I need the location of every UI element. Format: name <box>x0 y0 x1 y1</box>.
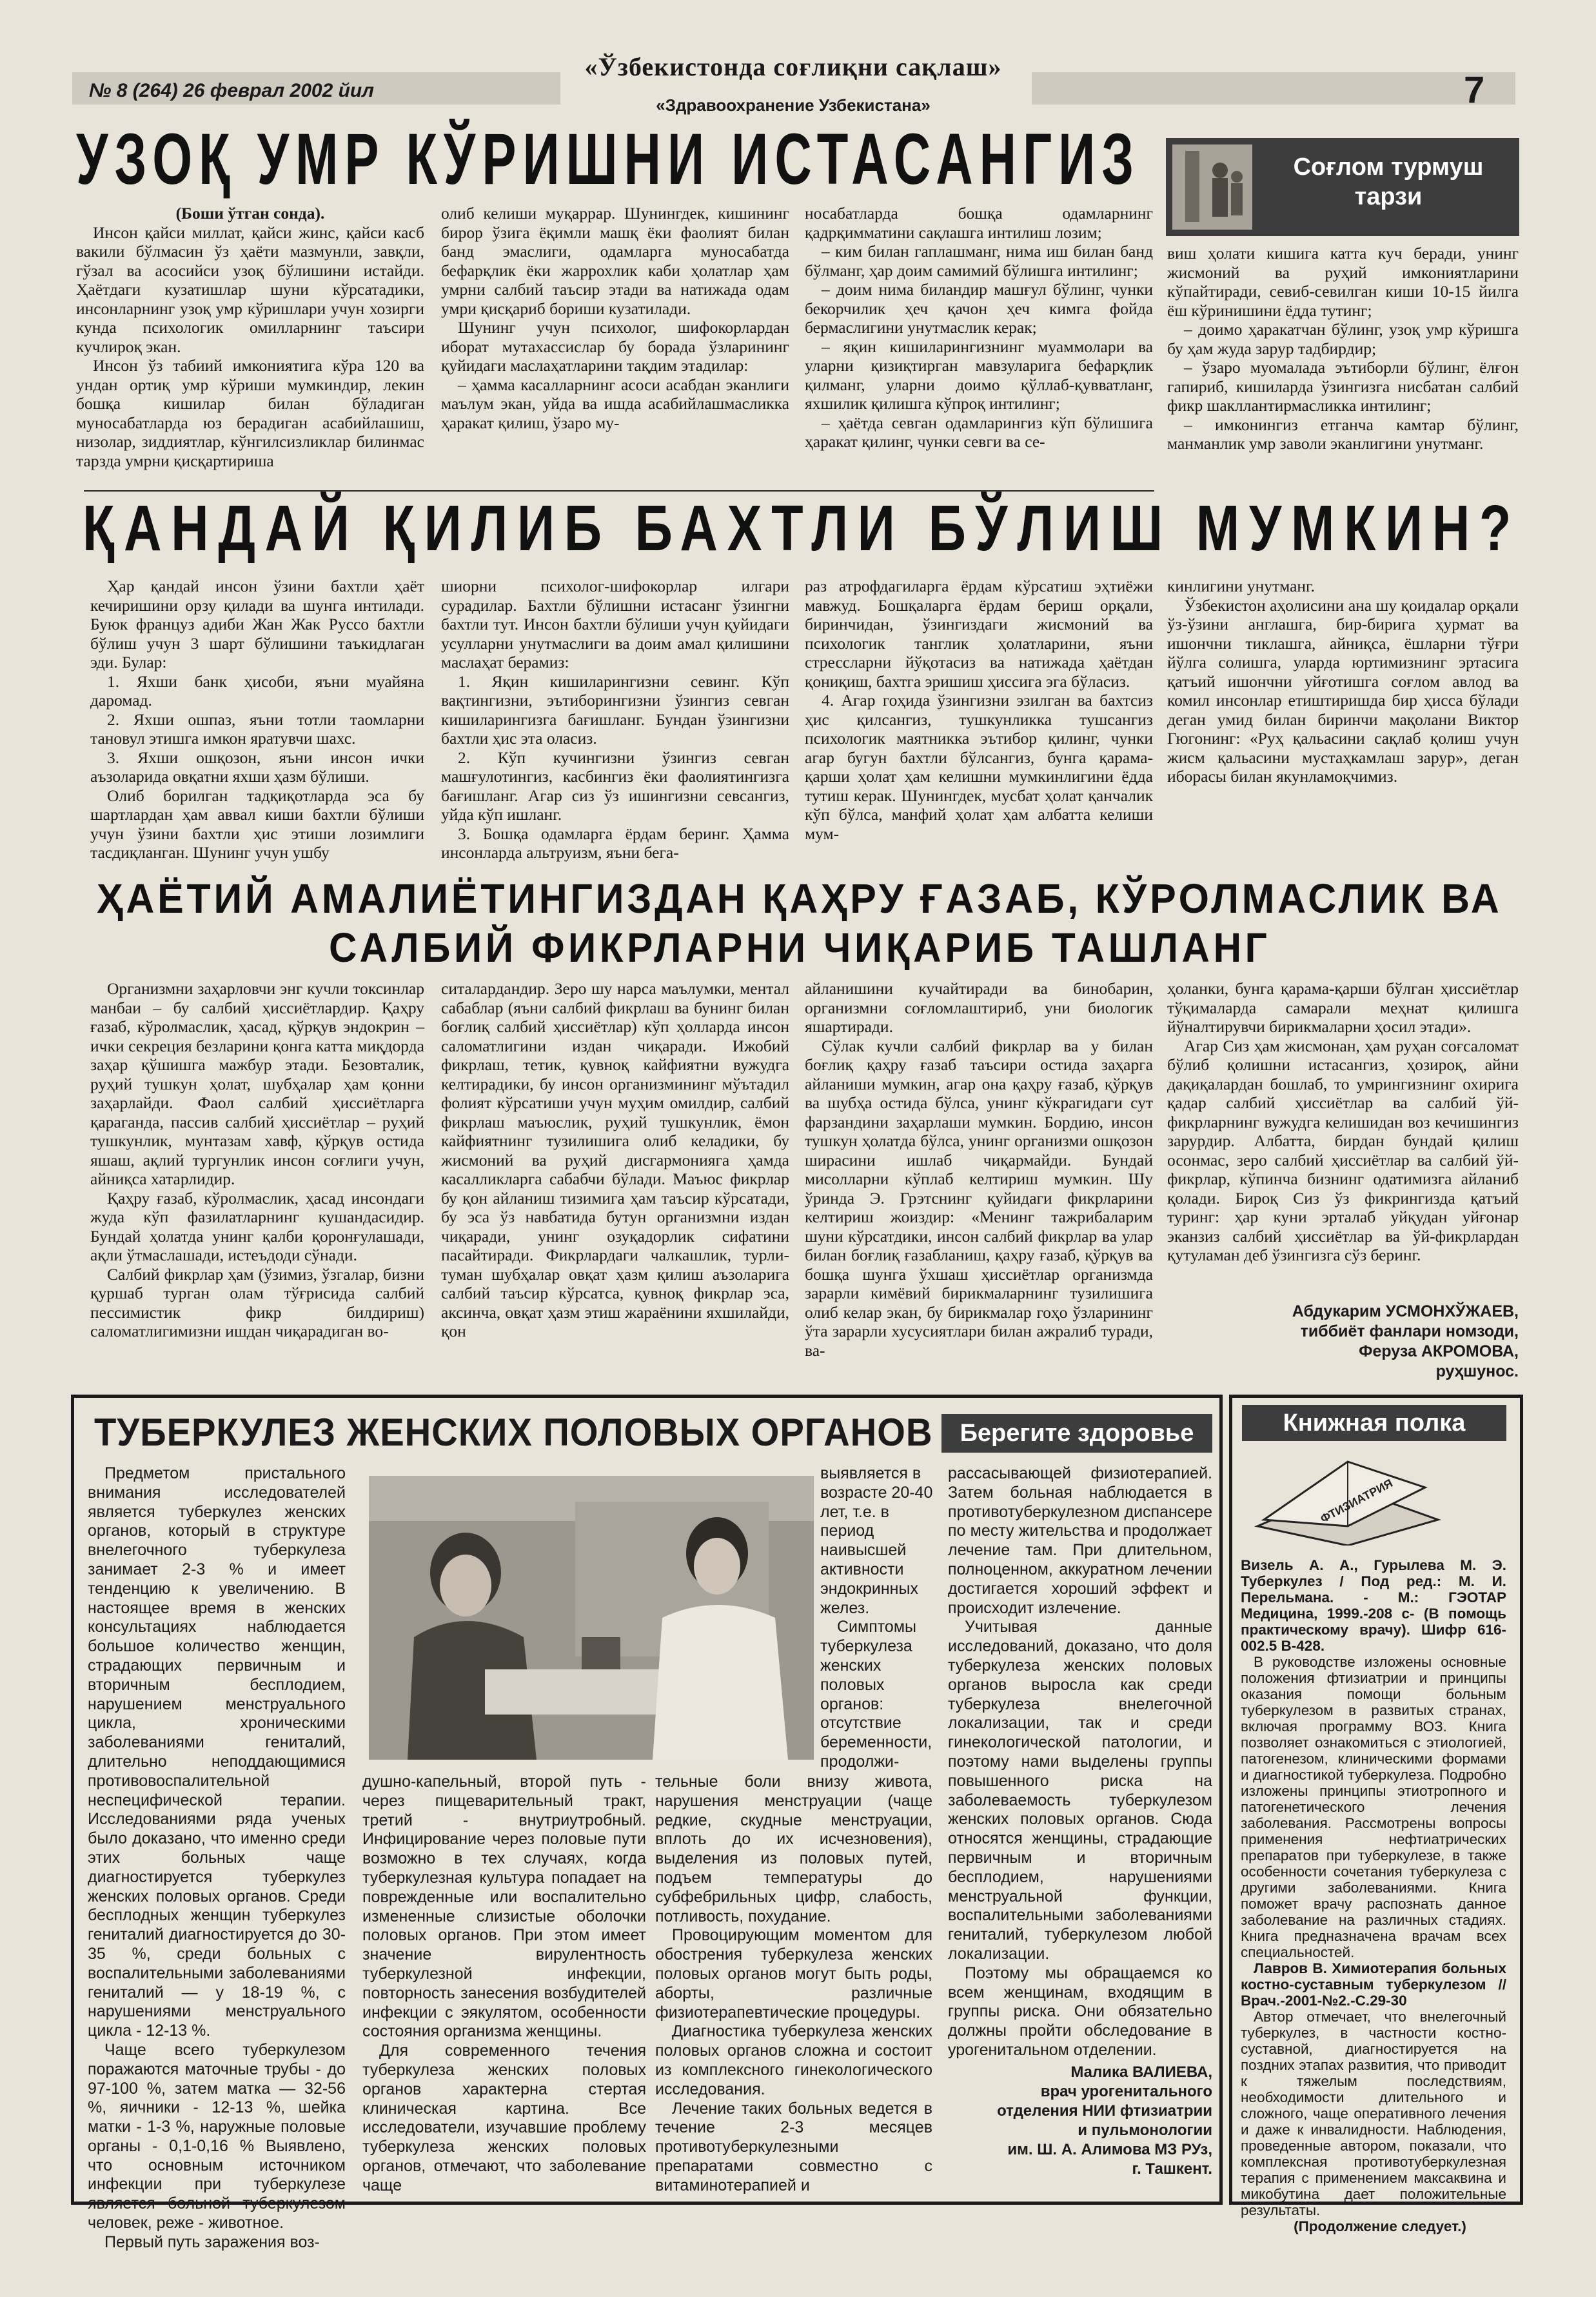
article4-p11: Лечение таких больных ведется в течение 2-3 месяцев противотуберкулезными препаратами совместно с витаминотерапией и <box>655 2099 932 2194</box>
article4-p6: душно-капельный, второй путь - через пищеварительный тракт, третий - внутриутробный. Инфицирование через половые пути возможно в тех случаях, когда туберкулезная культура попадает на поврежденные или воспалительно измененные слизистые оболочки половых органов. При этом имеет значение вирулентность туберкулезной инфекции, повторность занесения возбудителей инфекции с эякулятом, особенности состояния организма женщины. <box>362 1773 646 2041</box>
article1-col2 <box>441 204 789 432</box>
article2-title: ҚАНДАЙ ҚИЛИБ БАХТЛИ БЎЛИШ МУМКИН? <box>83 492 1521 564</box>
submasthead: «Здравоохранение Узбекистана» <box>656 95 931 115</box>
article1-rubric: Соғлом турмуш тарзи <box>1293 154 1484 210</box>
article4-author: Малика ВАЛИЕВА, <box>1070 2063 1212 2081</box>
article2-p9: 3. Бошқа одамларга ёрдам беринг. Ҳамма инсонларда альтруизм, яъни бега- <box>441 824 789 862</box>
article3-title-line2: САЛБИЙ ФИКРЛАРНИ ЧИҚАРИБ ТАШЛАНГ <box>329 924 1271 971</box>
article2-p10: раз атрофдагиларга ёрдам кўрсатиш эҳтиёжи мавжуд. Бошқаларга ёрдам бериш орқали, биринчидан, ўзингиздаги жисмоний ва психологик танглик ҳолатларини, яъни стрессларни йўқотасиз ва натижада ҳаётдан қониқиш, бахтга эришиш ҳиссига эга бўласиз. <box>805 577 1153 691</box>
article3-author1: Абдукарим УСМОНХЎЖАЕВ, <box>1292 1302 1519 1320</box>
article3-signature <box>1167 1302 1519 1382</box>
clinic-photo <box>369 1476 814 1760</box>
article4-col2 <box>362 1773 646 2196</box>
article1-p6: носабатларда бошқа одамларнинг қадрқимматини сақлашга интилиш лозим; <box>805 204 1153 242</box>
book2-desc: Автор отмечает, что внелегочный туберкулез, в частности костно-суставной, диагностируется на поздних этапах развития, что приводит к тяжелым последствиям, необходимости длительного и сложного, чаще оперативного лечения и даже к инвалидности. Наблюдения, проведенные автором, показали, что комплексная противотуберкулезная терапия с применением максаквина и микобутина дает положительные результаты. <box>1241 2009 1506 2218</box>
article4-p1: Предметом пристального внимания исследователей является туберкулез женских органов, который в структуре внелегочного туберкулеза занимает 2-3 % и имеет тенденцию к увеличению. В настоящее время в женских консультациях наблюдается большое количество женщин, страдающих первичным и вторичным бесплодием, нарушением менструального цикла, хроническими заболеваниями гениталий, длительно неподдающимися противовоспалительной неспецифической терапии. Исследованиями ряда ученых было доказано, что именно среди этих больных чаще диагностируется туберкулез женских половых органов. Среди бесплодных женщин туберкулез гениталий диагностируется до 30-35 %, среди больных с воспалительными заболеваниями гениталий — у 18-19 %, с нарушениями менструального цикла - 12-13 %. <box>88 1464 346 2040</box>
doctor-patient-photo-icon <box>369 1476 814 1760</box>
issue-date: № 8 (264) 26 феврал 2002 йил <box>89 80 374 101</box>
article4-author-title3: и пульмонологии <box>1078 2122 1212 2139</box>
article4-col4 <box>948 1464 1212 2060</box>
article1-col3 <box>805 204 1153 452</box>
article4-p5: Симптомы туберкулеза женских половых органов: отсутствие беременности, продолжи- <box>820 1618 932 1771</box>
article4-p3: Первый путь заражения воз- <box>104 2232 320 2251</box>
article1-p7: – ким билан гаплашманг, нима иш билан банд бўлманг, ҳар доим самимий бўлишга интилинг; <box>805 242 1153 280</box>
article4-p7: Для современного течения туберкулеза женских половых органов характерна стертая клиническая картина. Все исследователи, изучавшие проблему туберкулеза женских половых органов, отмечают, что заболевание чаще <box>362 2042 646 2194</box>
article1-p5: – ҳамма касалларнинг асоси асабдан эканлиги маълум экан, уйда ва ишда асабийлашмасликка ҳаракат қилиш, ўзаро му- <box>441 375 789 432</box>
article1-p1: Инсон қайси миллат, қайси жинс, қайси касб вакили бўлмасин ўз ҳаёти мазмунли, завқли, гўзал ва асосийси узоқ бўлишини истайди. Ҳаётдаги кузатишлар шуни кўрсатадики, инсонларнинг узоқ умр кўришлари учун хозирги кунда психологик омилларнинг таъсири кучлироқ экан. <box>76 223 424 356</box>
article4-p10: Диагностика туберкулеза женских половых органов сложна и состоит из комплексного гинекологического исследования. <box>655 2022 932 2098</box>
article1-p9: – яқин кишиларингизнинг муаммолари ва уларни қизиқтирган мавзуларига бефарқлик қилманг, уларни доимо қўллаб-қувватланг, яхшилик қилишга кўпроқ интилинг; <box>805 337 1153 413</box>
article3-col2 <box>441 979 789 1341</box>
article3-p2: Қаҳру ғазаб, кўролмаслик, ҳасад инсондаги жуда кўп фазилатларнинг кушандасидир. Бундай ҳолатда унинг қалби қоронғулашади, ақли ўтмаслашади, истеъдоди сўнади. <box>90 1188 424 1264</box>
article1-p11: виш ҳолати кишига катта куч беради, унинг жисмоний ва руҳий имкониятларини кўпайтиради, севиб-севилган киши 10-15 йилга ёш кўринишини ёдда тутинг; <box>1167 244 1519 320</box>
book2-ref: Лавров В. Химиотерапия больных костно-суставным туберкулезом //Врач.-2001-№2.-С.29-30 <box>1241 1960 1506 2009</box>
bookshelf-text <box>1241 1557 1506 2234</box>
article3-p7: ҳоланки, бунга қарама-қарши бўлган ҳиссиётлар тўқималарда самарали меҳнат қилишга йўналтирувчи бирикмаларни ҳосил этади». <box>1167 979 1519 1036</box>
book1-desc: В руководстве изложены основные положения фтизиатрии и принципы оказания помощи больным туберкулезом в развитых странах, включая программу ВОЗ. Книга позволяет ознакомиться с этиологией, патогенезом, клиническими формами и диагностикой туберкулеза. Подробно изложены принципы этиотропного и патогенетического лечения заболевания. Рассмотрены вопросы применения нефтиатрических препаратов при туберкулезе, в также особенности сочетания туберкулеза с другими заболеваниями. Книга поможет врачу распознать данное заболевание на различных стадиях. Книга предназначена врачам всех специальностей. <box>1241 1654 1506 1960</box>
article4-author-city: г. Ташкент. <box>1132 2160 1212 2178</box>
article4-rubric: Берегите здоровье <box>941 1414 1212 1453</box>
article2-p11: 4. Агар гоҳида ўзингизни эзилган ва бахтсиз ҳис қилсангиз, тушкунликка тушсангиз психологик маятникка эътибор қилинг, чунки агар бугун бахтли бўлсангиз, бунга қарама-қарши ҳолат ҳам келишни мумкинлигини ёдда тутиш керак. Шунингдек, мусбат ҳолат қанчалик кўп бўлса, манфий ҳолат ҳам албатта келиши мум- <box>805 691 1153 843</box>
article2-p13: Ўзбекистон аҳолисини ана шу қоидалар орқали ўз-ўзини англашга, бир-бирига ҳурмат ва ишончни тиклашга, айниқса, ёшларни тўғри йўлга солишга, уларда юртимизнинг эртасига қатъий ишончни уйғотишга соғлом авлод ва комил инсонлар етиштиришда бир ҳисса бўлади деган умид билан биринчи мақолани Виктор Гюгонинг: «Руҳ қальасини сақлаб қолиш учун жисм қальасини мустаҳкамлаш зарур», деган иборасы билан якунламоқчимиз. <box>1167 595 1519 786</box>
open-book-icon <box>1251 1449 1444 1546</box>
people-photo-icon <box>1172 144 1252 230</box>
article1-p3: олиб келиши муқаррар. Шунингдек, кишининг бирор ўзига ёқимли машқ ёки фаолият билан банд эмаслиги, одамларга муносабатда бефарқлик ёки жаррохлик каби ҳолатлар ҳам умрни салбий таъсир этади ва натижада одам умри қисқариб бориши кузатилади. <box>441 204 789 318</box>
article1-col4 <box>1167 244 1519 453</box>
article1-rubric-box <box>1166 138 1519 236</box>
bookshelf-rubric: Книжная полка <box>1242 1405 1506 1441</box>
article4-p14: Поэтому мы обращаемся ко всем женщинам, входящим в группы риска. Они обязательно должны пройти обследование в урогенитальном отделении. <box>948 1964 1212 2059</box>
article2-p7: 1. Яқин кишиларингизни севинг. Кўп вақтингизни, эътиборингизни ўзингиз севган кишиларингизга бағишланг. Бундан ўзингизни бахтли ҳис эта оласиз. <box>441 671 789 748</box>
article3-col4 <box>1167 979 1519 1265</box>
article4-col1 <box>88 1464 346 2252</box>
article4-p12: рассасывающей физиотерапией. Затем больная наблюдается в противотуберкулезном диспансере по месту жительства и продолжает лечение там. При длительном, полноценном, аккуратном лечении достигается хороший эффект и происходит излечение. <box>948 1464 1212 1617</box>
article1-col1 <box>76 204 424 470</box>
page-number: 7 <box>1464 69 1485 111</box>
header-bar-right <box>1032 72 1515 104</box>
article3-p8: Агар Сиз ҳам жисмонан, ҳам руҳан соғсаломат бўлиб қолишни истасангиз, ҳозироқ, айни дақиқалардан бошлаб, то умрингизнинг охирига қадар салбий ҳиссиётлар ва салбий ўй-фикрларнинг вужудга келишидан воз кечишингиз зарурдир. Албатта, бирдан бундай қилиш осонмас, зеро салбий ҳиссиётлар ва салбий ўй-фикрлар, кўпинча бизнинг одатимизга айланиб қолади. Бироқ Сиз ўз фикрингизда қатъий туринг: ҳар куни эрталаб уйқудан уйғонар эканзиз салбий ҳиссиётлар ва ўй-фикрлардан қутуламан деб ўзингизга сўз беринг. <box>1167 1036 1519 1264</box>
article3-p5: айланишини кучайтиради ва бинобарин, организмни соғломлаштириб, уни биологик яшартиради. <box>805 979 1153 1036</box>
article2-col1 <box>90 577 424 862</box>
article3-p1: Организмни заҳарловчи энг кучли токсинлар манбаи – бу салбий ҳиссиётлардир. Қаҳру ғазаб, кўролмаслик, ҳасад, қўрқув эндокрин – ички секреция безларини қонга катта миқдорда заҳар қўшишга мажбур этади. Безовталик, руҳий тушкун ҳолат, шубҳалар ҳам қонни заҳарлайди. Фаол салбий ҳиссиётларга қараганда, пассив салбий ҳиссиётлар – руҳий тушкунлик, мунтазам хавф, қўрқув остида яшаш, ақлий тургунлик инсон соғлиги учун, айниқса хатарлидир. <box>90 979 424 1188</box>
book-illustration <box>1251 1449 1444 1546</box>
article4-author-title1: врач урогенитального <box>1040 2083 1212 2100</box>
article3-col3 <box>805 979 1153 1360</box>
article4-p8: тельные боли внизу живота, нарушения менструации (чаще редкие, скудные менструации, вплоть до их исчезновения), выделения из половых путей, подъем температуры до субфебрильных цифр, слабость, потливость, похудание. <box>655 1773 932 1925</box>
article1-p10: – ҳаётда севган одамларингиз кўп бўлишига ҳаракат қилинг, чунки севги ва се- <box>805 413 1153 451</box>
article3-p3: Салбий фикрлар ҳам (ўзимиз, ўзгалар, бизни қуршаб турган олам тўғрисида салбий пессимистик фикр билдириш) саломатлигимизни ишдан чиқарадиган во- <box>90 1264 424 1340</box>
article4-p13: Учитывая данные исследований, доказано, что доля туберкулеза женских половых органов выросла как среди туберкулеза внелегочной локализации, так и среди гинекологической патологии, и поэтому нами выделены группы повышенного риска на заболеваемость туберкулезом женских половых органов. Сюда относятся женщины, страдающие первичным и вторичным бесплодием, нарушениями менструальной функции, воспалительными заболеваниями гениталий, туберкулезом любой локализации. <box>948 1618 1212 1963</box>
article2-col2 <box>441 577 789 862</box>
article2-p1: Ҳар қандай инсон ўзини бахтли ҳаёт кечиришини орзу қилади ва шунга интилади. Буюк француз адиби Жан Жак Руссо бахтли бўлиш учун 3 шарт бўлишини таъкидлаган эди. Булар: <box>90 577 424 671</box>
article1-p14: – имконингиз етганча камтар бўлинг, манманлик умр заволи эканлигини унутманг. <box>1167 415 1519 453</box>
article2-col3 <box>805 577 1153 843</box>
article3-author2-title: руҳшунос. <box>1435 1362 1519 1380</box>
article1-title: УЗОҚ УМР КЎРИШНИ ИСТАСАНГИЗ <box>76 119 1141 199</box>
article4-author-title4: им. Ш. А. Алимова МЗ РУз, <box>1007 2141 1212 2158</box>
article3-p4: ситалардандир. Зеро шу нарса маълумки, ментал сабаблар (яъни салбий фикрлаш ва бунинг билан боғлиқ салбий ҳиссиётлар) кўп ҳолларда инсон саломатлигини издан чиқаради. Ижобий фикрлаш, тетик, қувноқ кайфиятни вужудга келтирадики, бу инсон организмининг мўътадил фолият кўрсатиши учун муҳим омилдир, салбий фикрлаш маъюслик, руҳий тушкунлик, ёмон кайфиятнинг тузилишига олиб келадики, бу жисмоний ва руҳий дисгармонияга ҳамда касалликларга сабабчи бўлади. Маъюс фикрлар бу қон айланиш тизимига ҳам таъсир кўрсатади, бу эса ўз навбатида бутун организмни издан чиқаради, унинг озуқадорлик сифатини пасайтиради. Фикрлардаги чалкашлик, турли-туман шубҳалар овқат ҳазм қилиш аъзоларига салбий таъсир кўрсатса, қувноқ фикрлар эса, аксинча, овқат ҳазм этиш жараёнини яхшилайди, қон <box>441 979 789 1340</box>
article1-p4: Шунинг учун психолог, шифокорлардан иборат мутахассислар бу борада ўзларининг қуйидаги маслаҳатларини тақдим этадилар: <box>441 318 789 375</box>
article1-p8: – доим нима биландир машғул бўлинг, чунки бекорчилик ҳеч қачон ҳеч кимга фойда бермаслигини унутмаслик керак; <box>805 280 1153 337</box>
article1-p13: – ўзаро муомалада эътиборли бўлинг, ёлғон гапириб, кишиларда ўзингизга нисбатан салбий фикр шакллантирмасликка интилинг; <box>1167 358 1519 415</box>
article3-col1 <box>90 979 424 1341</box>
article4-col3 <box>655 1773 932 2196</box>
article2-col4 <box>1167 577 1519 786</box>
article3-author2: Феруза АКРОМОВА, <box>1359 1342 1519 1360</box>
article2-p5: Олиб борилган тадқиқотларда эса бу шартлардан ҳам аввал киши бахтли бўлиши учун ўзини бахтли ҳис этиши лозимлиги тасдиқланган. Шунинг учун ушбу <box>90 786 424 862</box>
article2-p2: 1. Яхши банк ҳисоби, яъни муайяна даромад. <box>90 671 424 710</box>
article4-title: ТУБЕРКУЛЕЗ ЖЕНСКИХ ПОЛОВЫХ ОРГАНОВ <box>94 1411 933 1454</box>
article1-p12: – доимо ҳаракатчан бўлинг, узоқ умр кўришга бу ҳам жуда зарур тадбирдир; <box>1167 320 1519 358</box>
article2-p12: кинлигини унутманг. <box>1167 577 1315 595</box>
article4-author-title2: отделения НИИ фтизиатрии <box>997 2102 1212 2120</box>
article2-p4: 3. Яхши ошқозон, яъни инсон ички аъзоларида овқатни яхши ҳазм бўлиши. <box>90 748 424 786</box>
book1-ref: Визель А. А., Гурылева М. Э. Туберкулез / Под ред.: М. И. Перельмана. - М.: ГЭОТАР Медицина, 1999.-208 с- (В помощь практическому врачу). Шифр 616-002.5 В-428. <box>1241 1557 1506 1654</box>
article2-p6: шиорни психолог-шифокорлар илгари сурадилар. Бахтли бўлишни истасанг ўзингни бахтли тут. Инсон бахтли бўлиши учун қуйидаги усулларни унутмаслиги ва доим амал қилишини маслаҳат берамиз: <box>441 577 789 671</box>
article4-col2-top <box>820 1464 934 1772</box>
article3-p6: Сўлак кучли салбий фикрлар ва у билан боғлиқ қаҳру ғазаб таъсири остида заҳарга айланиши мумкин, агар она қаҳру ғазаб, қўрқув ва шубҳа остида бўлса, унинг кўкрагидаги сут фарзандини заҳарлаши мумкин. Бордию, инсон тушкун ҳолатда бўлса, унинг организми ошқозон ширасини ишлаб чиқармайди. Бундай мисолларни кўплаб келтириш мумкин. Шу ўринда Э. Грэтснинг қуйидаги фикрларини келтириш жоиздир: «Менинг тажрибаларим шуни кўрсатдики, инсон салбий фикрлар ва улар билан боғлиқ ғазабланиш, қаҳру ғазаб, қўрқув ва бошқа шунга ўхшаш ҳиссиётлар организмда зарарли кимёвий бирикмаларнинг тузилишига олиб келар экан, бу бирикмалар гоҳо ўзларининг ўта зарарли хусусиятлари билан ажралиб туради, ва- <box>805 1036 1153 1360</box>
masthead: «Ўзбекистонда соғлиқни сақлаш» <box>584 52 1002 81</box>
article2-p3: 2. Яхши ошпаз, яъни тотли таомларни тановул этишга имкон яратувчи шахс. <box>90 710 424 748</box>
article4-p9: Провоцирующим моментом для обострения туберкулеза женских половых органов могут быть роды, аборты, различные физиотерапевтические процедуры. <box>655 1926 932 2022</box>
article1-lead: (Боши ўтган сонда). <box>175 204 325 223</box>
rubric-photo <box>1172 144 1252 230</box>
article1-p2: Инсон ўз табиий имкониятига кўра 120 ва ундан ортиқ умр кўриши мумкиндир, лекин бошқа кишилар билан бўладиган муносабатларда юз берадиган асабийлашиш, низолар, зиддиятлар, кўнгилсизликлар билинмас тарзда умрни қисқартириша <box>76 356 424 470</box>
continued-note: (Продолжение следует.) <box>1294 2218 1466 2234</box>
article3-title-line1: ҲАЁТИЙ АМАЛИЁТИНГИЗДАН ҚАҲРУ ҒАЗАБ, КЎРОЛМАСЛИК ВА <box>97 875 1502 922</box>
article4-p4: выявляется в возрасте 20-40 лет, т.е. в период наивысшей активности эндокринных желез. <box>820 1464 933 1617</box>
article4-p2: Чаще всего туберкулезом поражаются маточные трубы - до 97-100 %, затем матка — 32-56 %, яичники - 12-13 %, шейка матки - 1-3 %, наружные половые органы - 0,1-0,16 % Выявлено, что основным источником инфекции при туберкулезе является больной туберкулезом человек, реже - животное. <box>88 2040 346 2232</box>
article4-signature <box>935 2063 1212 2179</box>
article3-author1-title: тиббиёт фанлари номзоди, <box>1300 1322 1519 1340</box>
article2-p8: 2. Кўп кучингизни ўзингиз севган машғулотингиз, касбингиз ёки фаолиятингизга бағишланг. Агар сиз ўз ишингизни севсангиз, уйда кўп ишланг. <box>441 748 789 824</box>
book-label: ФТИЗИАТРИЯ <box>1318 1476 1395 1526</box>
